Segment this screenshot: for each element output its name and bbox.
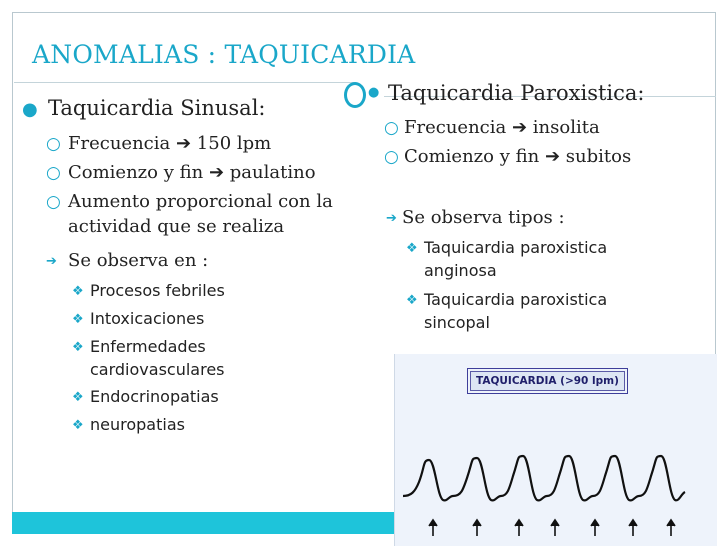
right-arrow-icon: ➔ [386, 211, 397, 226]
hollow-circle-icon: ○ [46, 192, 61, 212]
hollow-circle-icon: ○ [46, 163, 61, 183]
right-item: sincopal [424, 313, 490, 332]
left-comienzo-value: paulatino [229, 162, 316, 183]
left-comienzo-label: Comienzo y fin [68, 162, 204, 183]
ecg-figure-label: TAQUICARDIA (>90 lpm) [467, 368, 628, 394]
right-frecuencia [404, 119, 600, 137]
diamond-bullet-icon: ❖ [72, 340, 84, 355]
ecg-marker-arrows [429, 520, 675, 536]
up-arrow-icon [591, 520, 599, 536]
diamond-bullet-icon: ❖ [72, 390, 84, 405]
right-item: anginosa [424, 261, 497, 280]
slide-frame-left [12, 12, 13, 532]
ecg-trace [403, 456, 685, 500]
hollow-circle-icon: ○ [384, 147, 399, 167]
right-heading: Taquicardia Paroxistica: [388, 81, 645, 105]
right-frecuencia-value: insolita [532, 117, 600, 138]
ring-icon [344, 82, 366, 108]
diamond-bullet-icon: ❖ [406, 241, 418, 256]
diamond-bullet-icon: ❖ [72, 284, 84, 299]
diamond-bullet-icon: ❖ [72, 418, 84, 433]
left-heading: Taquicardia Sinusal: [48, 96, 266, 120]
left-item: Intoxicaciones [90, 309, 205, 328]
left-frecuencia-value: 150 lpm [196, 133, 272, 154]
right-arrow-icon: ➔ [511, 117, 528, 138]
filled-circle-icon: ● [22, 99, 38, 120]
up-arrow-icon [667, 520, 675, 536]
ecg-waveform-icon [395, 354, 717, 546]
left-item: Procesos febriles [90, 281, 225, 300]
hollow-circle-icon: ○ [384, 118, 399, 138]
right-arrow-icon: ➔ [175, 133, 192, 154]
diamond-bullet-icon: ❖ [406, 293, 418, 308]
ecg-figure [394, 354, 717, 546]
right-item: Taquicardia paroxistica [424, 238, 608, 257]
left-frecuencia [68, 135, 271, 153]
left-item: Enfermedades [90, 337, 206, 356]
left-comienzo [68, 164, 316, 182]
right-arrow-icon: ➔ [208, 162, 225, 183]
left-item: neuropatias [90, 415, 185, 434]
up-arrow-icon [515, 520, 523, 536]
right-comienzo-label: Comienzo y fin [404, 146, 540, 167]
left-item: Endocrinopatias [90, 387, 219, 406]
right-comienzo [404, 148, 631, 166]
right-arrow-icon: ➔ [544, 146, 561, 167]
filled-circle-icon: ● [368, 85, 380, 100]
right-arrow-icon: ➔ [46, 254, 57, 269]
up-arrow-icon [429, 520, 437, 536]
hollow-circle-icon: ○ [46, 134, 61, 154]
up-arrow-icon [629, 520, 637, 536]
right-observa: Se observa tipos : [402, 207, 565, 228]
right-frecuencia-label: Frecuencia [404, 117, 507, 138]
left-aumento-line1: Aumento proporcional con la [68, 191, 333, 212]
slide-title: ANOMALIAS : TAQUICARDIA [32, 40, 416, 69]
left-item: cardiovasculares [90, 360, 225, 379]
diamond-bullet-icon: ❖ [72, 312, 84, 327]
up-arrow-icon [551, 520, 559, 536]
up-arrow-icon [473, 520, 481, 536]
right-comienzo-value: subitos [565, 146, 632, 167]
left-aumento-line2: actividad que se realiza [68, 216, 285, 237]
slide-frame-top [12, 12, 716, 13]
right-item: Taquicardia paroxistica [424, 290, 608, 309]
title-rule-left [14, 82, 354, 83]
left-frecuencia-label: Frecuencia [68, 133, 171, 154]
left-observa: Se observa en : [68, 250, 209, 271]
